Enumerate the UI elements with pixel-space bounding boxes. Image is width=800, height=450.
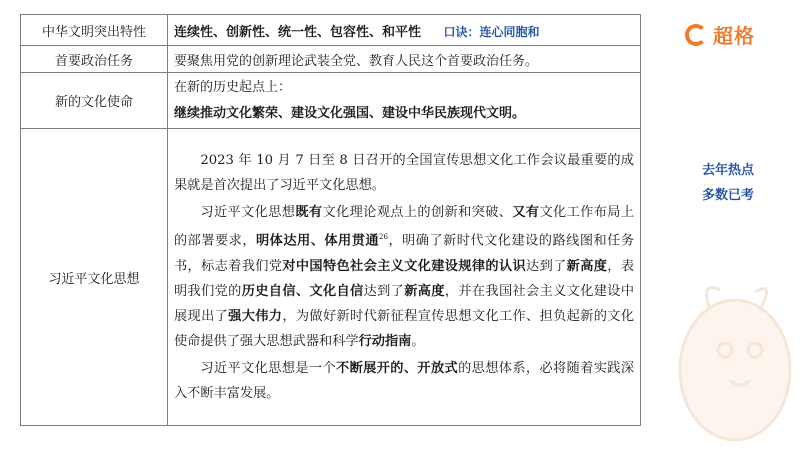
text-run: 。 bbox=[411, 333, 425, 349]
summary-table bbox=[20, 14, 641, 426]
text-run: 达到了 bbox=[526, 258, 567, 274]
text-run: 习近平文化思想 bbox=[200, 205, 296, 221]
text-run: 习近平文化思想是一个 bbox=[200, 360, 337, 376]
bold-run: 既有 bbox=[295, 205, 323, 221]
row-label: 首要政治任务 bbox=[21, 46, 168, 73]
table-row bbox=[21, 129, 641, 426]
row-label: 习近平文化思想 bbox=[21, 129, 168, 426]
text-run: 的思想体系，必将随着实践深入不断丰富发展。 bbox=[174, 360, 635, 401]
bold-run: 行动指南 bbox=[358, 333, 412, 349]
paragraph bbox=[174, 356, 634, 406]
table-row bbox=[21, 73, 641, 129]
mascot-watermark-icon bbox=[640, 250, 800, 450]
bold-run: 又有 bbox=[512, 205, 540, 221]
text-run: ，明确了新时代文化建设的路线图和任务书，标志着我们党 bbox=[174, 233, 635, 274]
text-run: 文化工作布局上的部署要求， bbox=[174, 205, 635, 249]
footnote-marker: 26 bbox=[379, 233, 388, 242]
text-run: ，表明我们党的 bbox=[174, 258, 635, 299]
row-label: 中华文明突出特性 bbox=[21, 15, 168, 46]
side-note bbox=[688, 158, 768, 208]
mnemonic-note: 口诀：连心同胞和 bbox=[443, 24, 540, 39]
row-content: 要聚焦用党的创新理论武装全党、教育人民这个首要政治任务。 bbox=[168, 46, 641, 73]
brand-logo bbox=[685, 20, 755, 49]
row-content bbox=[168, 73, 641, 129]
bold-run: 不断展开的、开放式 bbox=[336, 360, 459, 376]
text-run: ，并在我国社会主义文化建设中展现出了 bbox=[174, 283, 635, 324]
paragraph: 2023 年 10 月 7 日至 8 日召开的全国宣传思想文化工作会议最重要的成果就是首次提出了习近平文化思想。 bbox=[174, 153, 634, 194]
logo-g-icon bbox=[685, 24, 707, 46]
paragraph bbox=[174, 200, 634, 353]
traits-text: 连续性、创新性、统一性、包容性、和平性 bbox=[174, 24, 422, 40]
side-note-line: 去年热点 bbox=[701, 163, 754, 178]
row-content bbox=[168, 129, 641, 426]
side-note-line: 多数已考 bbox=[701, 188, 754, 203]
bold-run: 强大伟力 bbox=[228, 308, 283, 324]
mission-intro: 在新的历史起点上： bbox=[174, 79, 292, 95]
bold-run: 明体达用、体用贯通 bbox=[256, 233, 380, 249]
bold-run: 新高度 bbox=[566, 258, 608, 274]
mission-text: 继续推动文化繁荣、建设文化强国、建设中华民族现代文明。 bbox=[174, 105, 526, 121]
text-run: 达到了 bbox=[363, 283, 405, 299]
row-label: 新的文化使命 bbox=[21, 73, 168, 129]
text-run: ，为做好新时代新征程宣传思想文化工作、担负起新的文化使命提供了强大思想武器和科学 bbox=[174, 308, 635, 349]
bold-run: 新高度 bbox=[404, 283, 445, 299]
table-row bbox=[21, 46, 641, 73]
row-content bbox=[168, 15, 641, 46]
bold-run: 对中国特色社会主义文化建设规律的认识 bbox=[282, 258, 527, 274]
bold-run: 历史自信、文化自信 bbox=[241, 283, 364, 299]
text-run: 文化理论观点上的创新和突破、 bbox=[322, 205, 513, 221]
logo-text: 超格 bbox=[713, 24, 755, 48]
table-row bbox=[21, 15, 641, 46]
